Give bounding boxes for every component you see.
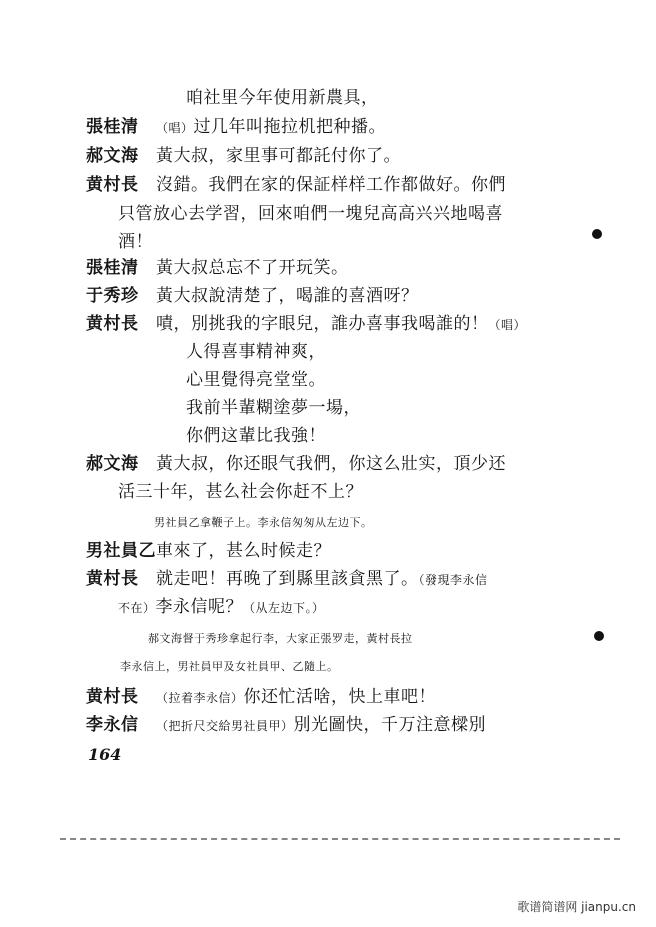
continued-line: 活三十年，甚么社会你赶不上？ (118, 482, 363, 502)
dialogue-text: 过几年叫拖拉机把种播。 (193, 117, 387, 137)
dialogue-text: 沒錯。我們在家的保証样样工作都做好。你們 (156, 175, 506, 195)
verse-line: 人得喜事精神爽， (186, 342, 326, 362)
speaker-name: 張桂清 (86, 258, 139, 278)
dialogue-text: 黃大叔，家里事可都託付你了。 (156, 146, 401, 166)
continued-line: 只管放心去学習，回來咱們一塊兒高高兴兴地喝喜 (118, 204, 503, 224)
verse-line: 我前半輩糊塗夢一場， (186, 398, 361, 418)
binding-hole-icon (592, 229, 602, 239)
dialogue-text: 李永信呢？ (155, 597, 244, 617)
dialogue-line (86, 313, 526, 336)
dialogue-line (86, 714, 486, 737)
dialogue-line (86, 116, 386, 139)
page-edge-divider (60, 838, 620, 840)
speaker-name: 黄村長 (86, 314, 139, 334)
dialogue-text: 黃大叔說淸楚了，喝誰的喜酒呀？ (156, 286, 419, 306)
stage-direction: （把折尺交給男社員甲） (156, 719, 294, 733)
dialogue-text: 你还忙活啥，快上車吧！ (243, 687, 437, 707)
continued-line (118, 596, 325, 619)
stage-direction: （唱） (156, 121, 194, 135)
stage-direction-block: 郝文海督于秀珍拿起行李，大家正張罗走，黃村長拉 (148, 632, 413, 645)
watermark: 歌谱简谱网 jianpu.cn (517, 900, 636, 914)
dialogue-text: 就走吧！再晚了到縣里該貪黑了。 (156, 569, 419, 589)
dialogue-text: 黃大叔总忘不了开玩笑。 (156, 258, 349, 278)
dialogue-line (86, 145, 401, 167)
dialogue-text: 黃大叔，你还眼气我們，你这么壯实，頂少还 (156, 454, 506, 474)
speaker-name: 張桂清 (86, 117, 139, 137)
verse-line: 心里覺得亮堂堂。 (186, 370, 326, 390)
speaker-name: 黄村長 (86, 687, 139, 707)
speaker-name: 郝文海 (86, 146, 139, 166)
speaker-name: 李永信 (86, 715, 139, 735)
speaker-name: 黄村長 (86, 175, 139, 195)
dialogue-line (86, 285, 419, 307)
stage-direction-block: 李永信上，男社員甲及女社員甲、乙隨上。 (120, 660, 339, 673)
stage-direction: （从左边下。） (243, 601, 325, 615)
verse-line: 你們这輩比我強！ (186, 426, 326, 446)
dialogue-text: 別光圖快，千万注意樑別 (293, 715, 487, 735)
dialogue-line (86, 257, 349, 279)
speaker-name: 男社員乙 (86, 541, 156, 561)
stage-direction: （拉着李永信） (156, 691, 244, 705)
dialogue-text: 嘖，別挑我的字眼兒，誰办喜事我喝誰的！ (156, 314, 489, 334)
stage-direction: 不在） (118, 601, 156, 615)
dialogue-line (86, 540, 331, 562)
verse-line: 咱社里今年使用新農具， (186, 88, 379, 108)
dialogue-line (86, 686, 436, 709)
stage-direction: （發現李永信 (418, 573, 488, 587)
continued-line: 酒！ (118, 232, 153, 252)
speaker-name: 于秀珍 (86, 286, 139, 306)
dialogue-line (86, 453, 506, 475)
stage-direction: （唱） (488, 318, 527, 332)
dialogue-text: 車來了，甚么时候走？ (156, 541, 331, 561)
dialogue-line (86, 174, 506, 196)
dialogue-line (86, 568, 488, 591)
speaker-name: 黄村長 (86, 569, 139, 589)
stage-direction-block: 男社員乙拿鞭子上。李永信匆匆从左边下。 (154, 516, 373, 529)
page-number: 164 (88, 745, 122, 764)
speaker-name: 郝文海 (86, 454, 139, 474)
binding-hole-icon (594, 631, 604, 641)
